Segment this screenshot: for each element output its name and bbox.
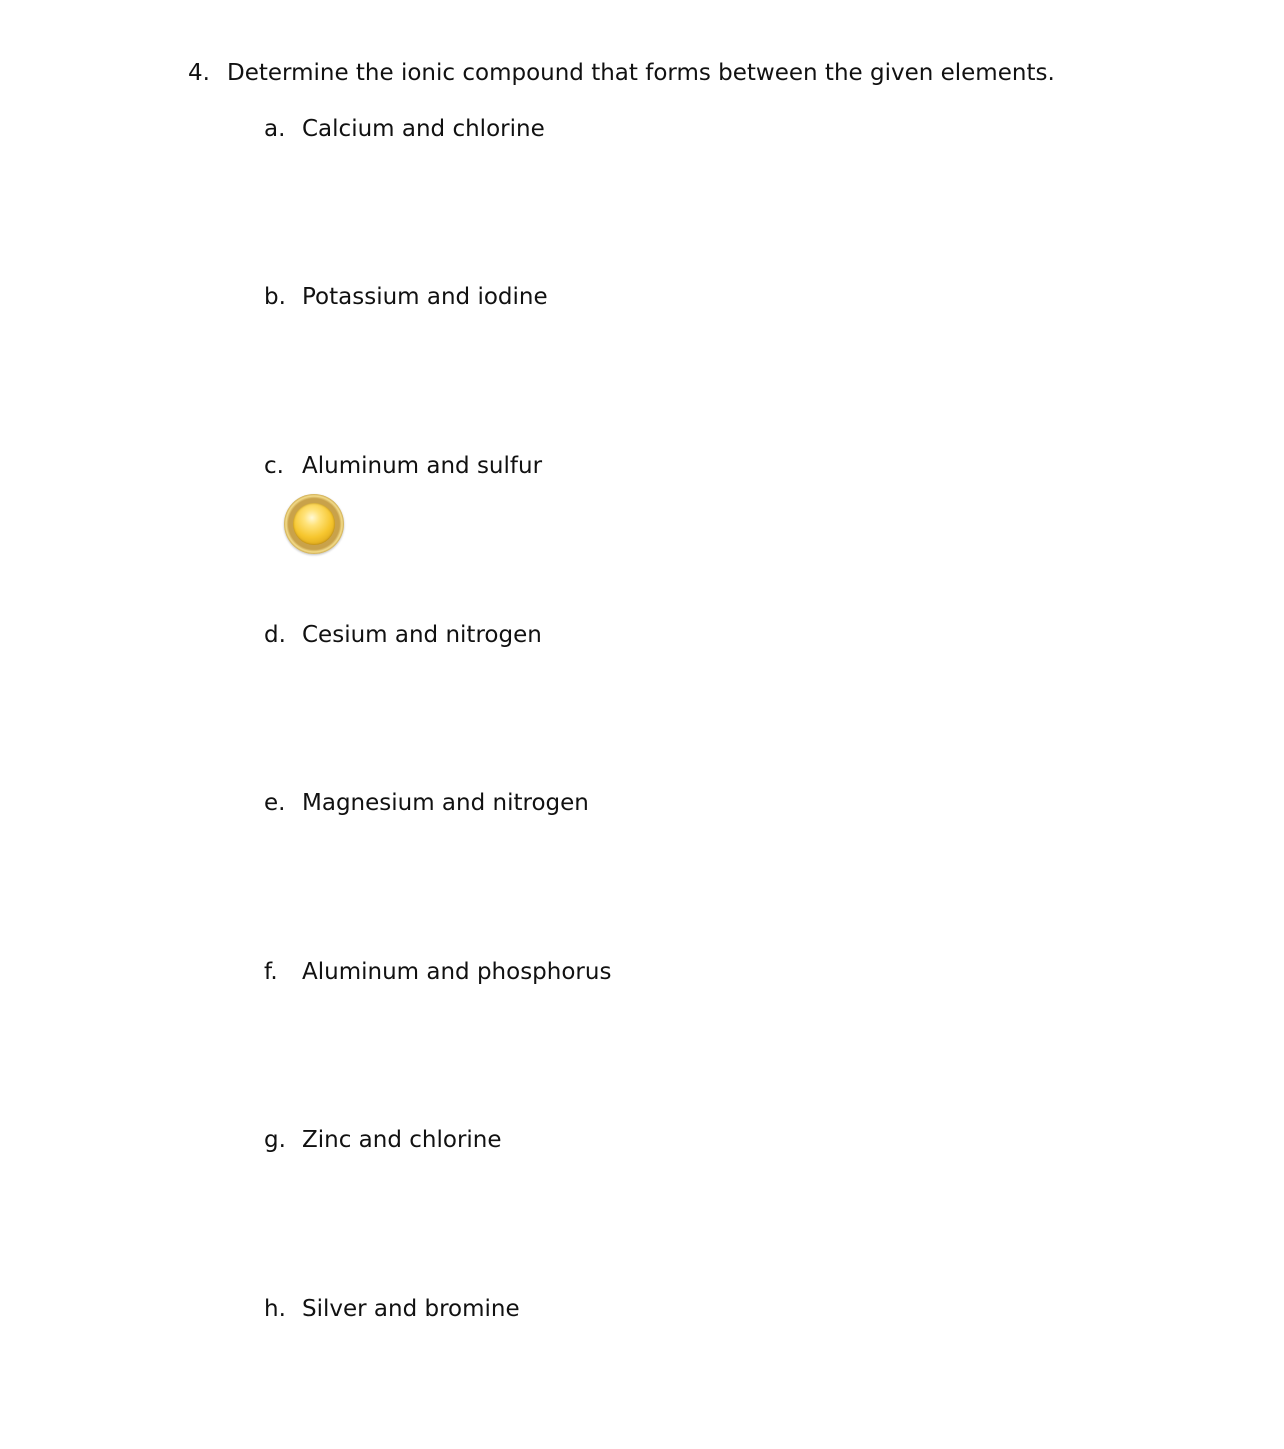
question-4: [188, 58, 1055, 88]
gold-circle-inner: [293, 503, 335, 545]
list-item: [264, 1125, 502, 1155]
question-number: 4.: [188, 60, 210, 86]
item-letter: a.: [264, 116, 286, 142]
item-letter: g.: [264, 1127, 286, 1153]
question-text: Determine the ionic compound that forms between the given elements.: [227, 60, 1055, 86]
list-item: [264, 788, 589, 818]
item-text: Zinc and chlorine: [302, 1127, 502, 1153]
item-letter: f.: [264, 959, 278, 985]
item-letter: b.: [264, 284, 286, 310]
list-item: [264, 620, 542, 650]
item-text: Calcium and chlorine: [302, 116, 545, 142]
list-item: [264, 1294, 520, 1324]
list-item: [264, 282, 548, 312]
item-letter: e.: [264, 790, 286, 816]
item-letter: h.: [264, 1296, 286, 1322]
gold-circle-button-icon[interactable]: [284, 494, 344, 554]
list-item: [264, 114, 545, 144]
list-item: [264, 957, 611, 987]
list-item: [264, 451, 542, 481]
item-text: Silver and bromine: [302, 1296, 520, 1322]
item-letter: c.: [264, 453, 284, 479]
item-text: Magnesium and nitrogen: [302, 790, 589, 816]
item-text: Potassium and iodine: [302, 284, 548, 310]
item-text: Cesium and nitrogen: [302, 622, 542, 648]
item-letter: d.: [264, 622, 286, 648]
item-text: Aluminum and phosphorus: [302, 959, 612, 985]
item-text: Aluminum and sulfur: [302, 453, 543, 479]
